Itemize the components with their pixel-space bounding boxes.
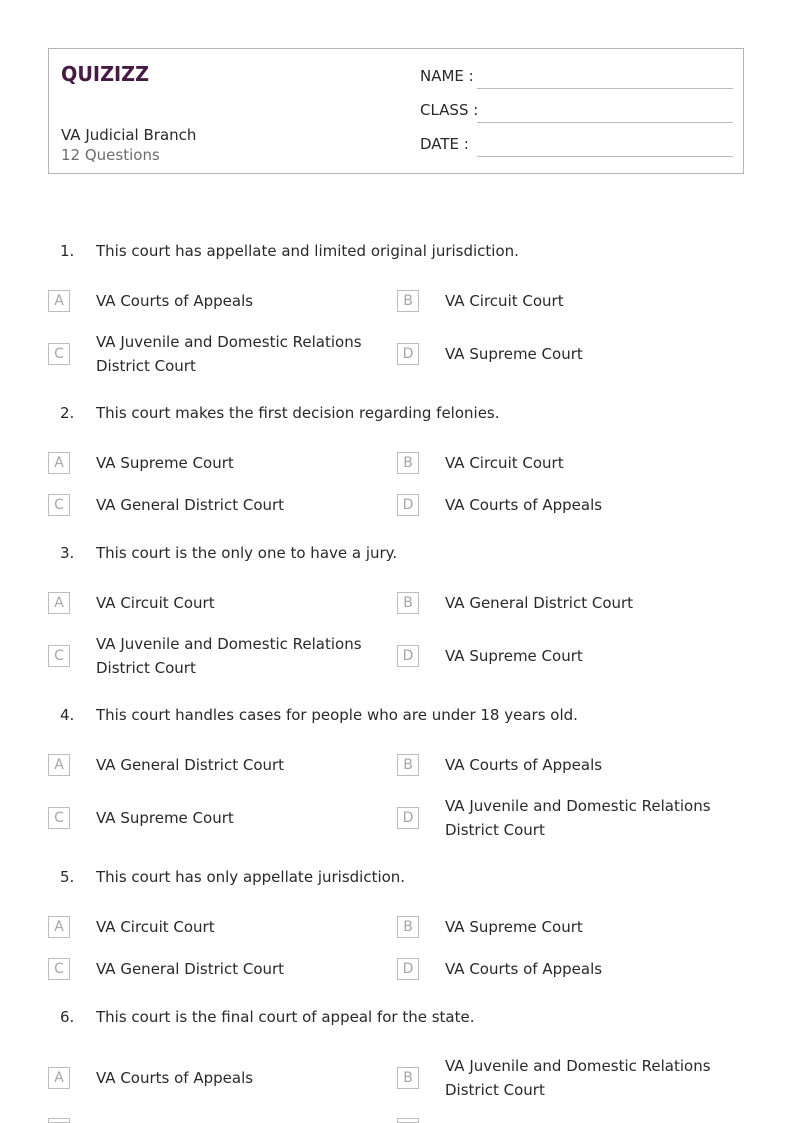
option-a-box[interactable]: A — [48, 754, 70, 776]
date-field[interactable] — [420, 135, 733, 159]
question-number: 4. — [60, 706, 75, 724]
option-d-box[interactable]: D — [397, 958, 419, 980]
svg-text:QUIZIZZ: QUIZIZZ — [61, 62, 149, 86]
option-d-box-partial[interactable] — [397, 1118, 419, 1123]
option-b-box[interactable]: B — [397, 754, 419, 776]
date-label: DATE : — [420, 135, 469, 153]
option-b-box[interactable]: B — [397, 1067, 419, 1089]
quizizz-logo — [61, 61, 151, 87]
option-c-text: VA Juvenile and Domestic Relations District Court — [96, 635, 362, 677]
option-a-box[interactable]: A — [48, 592, 70, 614]
option-d-box[interactable]: D — [397, 343, 419, 365]
question-number: 6. — [60, 1008, 75, 1026]
option-c-box[interactable]: C — [48, 645, 70, 667]
question-text: This court has only appellate jurisdiction. — [96, 868, 406, 886]
option-b-box[interactable]: B — [397, 452, 419, 474]
option-c-text: VA Supreme Court — [96, 809, 234, 827]
option-a-box[interactable]: A — [48, 916, 70, 938]
option-d-text: VA Supreme Court — [445, 647, 583, 665]
name-line[interactable] — [477, 88, 733, 89]
option-d-box[interactable]: D — [397, 807, 419, 829]
option-a-box[interactable]: A — [48, 1067, 70, 1089]
option-c-box[interactable]: C — [48, 807, 70, 829]
name-label: NAME : — [420, 67, 474, 85]
question-count: 12 Questions — [61, 146, 160, 164]
option-d-text: VA Courts of Appeals — [445, 496, 603, 514]
option-c-text: VA General District Court — [96, 496, 285, 514]
option-b-text: VA Circuit Court — [445, 454, 564, 472]
question-number: 1. — [60, 242, 75, 260]
option-d-text: VA Juvenile and Domestic Relations District Court — [445, 797, 711, 839]
question-text: This court is the only one to have a jury. — [96, 544, 398, 562]
option-d-text: VA Courts of Appeals — [445, 960, 603, 978]
option-a-text: VA Circuit Court — [96, 918, 215, 936]
class-field[interactable] — [420, 101, 733, 125]
option-c-box[interactable]: C — [48, 958, 70, 980]
name-field[interactable] — [420, 67, 733, 91]
question-number: 2. — [60, 404, 75, 422]
option-d-box[interactable]: D — [397, 645, 419, 667]
class-line[interactable] — [477, 122, 733, 123]
option-b-text: VA General District Court — [445, 594, 634, 612]
date-line[interactable] — [477, 156, 733, 157]
question-text: This court handles cases for people who are under 18 years old. — [96, 706, 578, 724]
question-text: This court makes the first decision regarding felonies. — [96, 404, 500, 422]
worksheet-header — [48, 48, 744, 174]
option-c-box[interactable]: C — [48, 494, 70, 516]
question-number: 3. — [60, 544, 75, 562]
question-text: This court has appellate and limited original jurisdiction. — [96, 242, 519, 260]
option-a-box[interactable]: A — [48, 452, 70, 474]
question-number: 5. — [60, 868, 75, 886]
option-a-text: VA Circuit Court — [96, 594, 215, 612]
option-d-text: VA Supreme Court — [445, 345, 583, 363]
option-b-box[interactable]: B — [397, 290, 419, 312]
option-a-box[interactable]: A — [48, 290, 70, 312]
option-a-text: VA Supreme Court — [96, 454, 234, 472]
option-c-text: VA Juvenile and Domestic Relations District Court — [96, 333, 362, 375]
option-c-box-partial[interactable] — [48, 1118, 70, 1123]
class-label: CLASS : — [420, 101, 479, 119]
option-a-text: VA Courts of Appeals — [96, 292, 254, 310]
option-c-box[interactable]: C — [48, 343, 70, 365]
option-a-text: VA Courts of Appeals — [96, 1069, 254, 1087]
option-b-text: VA Courts of Appeals — [445, 756, 603, 774]
option-b-box[interactable]: B — [397, 592, 419, 614]
option-d-box[interactable]: D — [397, 494, 419, 516]
option-b-box[interactable]: B — [397, 916, 419, 938]
option-b-text: VA Circuit Court — [445, 292, 564, 310]
question-text: This court is the final court of appeal for the state. — [96, 1008, 475, 1026]
worksheet-title: VA Judicial Branch — [61, 126, 197, 144]
option-b-text: VA Juvenile and Domestic Relations District Court — [445, 1057, 711, 1099]
option-a-text: VA General District Court — [96, 756, 285, 774]
option-b-text: VA Supreme Court — [445, 918, 583, 936]
option-c-text: VA General District Court — [96, 960, 285, 978]
